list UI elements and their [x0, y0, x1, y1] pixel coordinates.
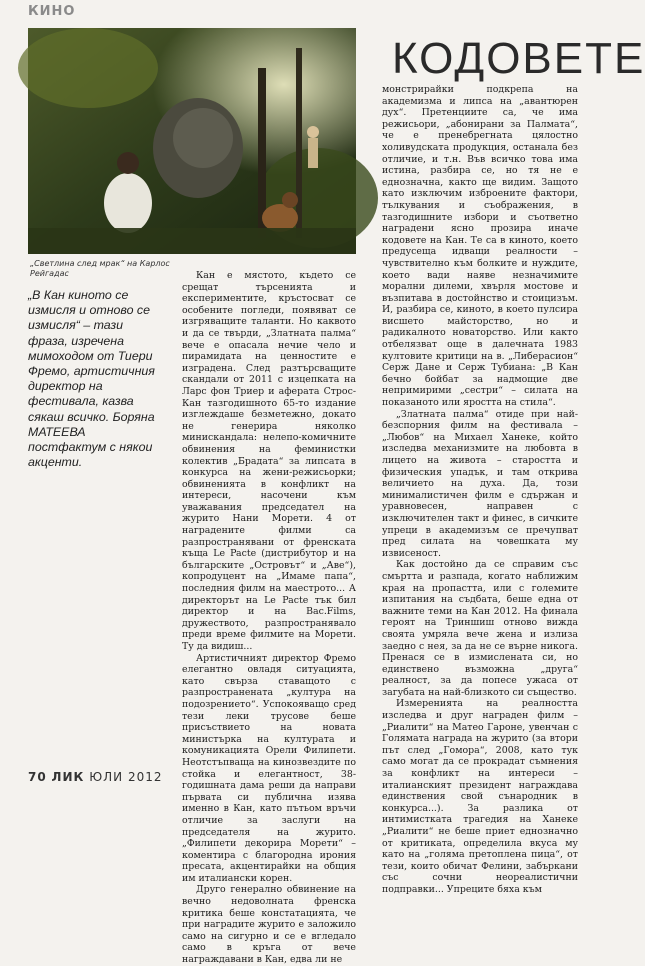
page-number: 70 — [28, 770, 47, 784]
paragraph: Друго генерално обвинение на вечно недоволната френска критика беше констатацията, че при наградите журито е заложило само на сигурно и се е вгледало само в кръга от вече награждавани в Кан, едва ли не — [182, 884, 356, 966]
photo-caption: „Светлина след мрак“ на Карлос Рейгадас — [30, 259, 170, 278]
issue-date: ЮЛИ 2012 — [89, 770, 163, 784]
section-label: КИНО — [28, 4, 76, 19]
body-column-2 — [382, 84, 578, 895]
magazine-name: ЛИК — [51, 770, 85, 784]
forest-scene-image — [28, 28, 356, 254]
paragraph: Артистичният директор Фремо елегантно овладя ситуацията, като свърза ставащото с разпространената „култура на подозрението“. Успокояващо сред тези леки трусове беше присъствието на новата министърка на културата и комуникацията Орели Филипети. Неотстъпваща на кинозвездите по стойка и елегантност, 38-годишната дама реши да направи първата си публична изява именно в Кан, като пътьом връчи отличие за заслуги на председателя на журито. „Филипети декорира Морети“ – коментира с благородна ирония пресата, акцентирайки на общия им италиански корен. — [182, 652, 356, 884]
paragraph: Как достойно да се справим със смъртта и разпада, когато наближим края на пропастта, или с големите изпитания на съдбата, беше една от важните теми на Кан 2012. На финала героят на Триншиш отново вижда своята умряла вече жена и излиза заедно с нея, за да не се върне никога. Пренася се в измислената си, но единствено възможна „друга“ реалност, за да попесе ужаса от загубата на най-близкото си същество. — [382, 559, 578, 698]
paragraph: Кан е мястото, където се срещат търсенията и експериментите, кръстосват се особените погледи, появяват се изгряващите таланти. Но каквото и да се твърди, „Златната палма“ вече е опасала нечие чело и пирамидата на ценностите е изградена. След разтърсващите скандали от 2011 с изцепката на Ларс фон Триер и аферата Строс-Кан тазгодишното 65-то издание изглеждаше безметежно, докато не генерира няколко минискандала: нелепо-комичните обвинения на феминистки колектив „Брадата“ за липсата в конкурса на жени-режисьорки; обвиненията в конфликт на интереси, насочени към уважавания председател на журито Нани Морети. 4 от наградените филми са разпространявани от френската къща Le Pacte (дистрибутор и на българските „Островът“ и „Аве“), копродуцент на „Имаме папа“, последния филм на маестрото... А директорът на Le Pacte тък бил директор и на Bac.Films, дружеството, разпространявало преди време филмите на Морети. Ту да видиш... — [182, 270, 356, 652]
film-still-photo — [28, 28, 356, 254]
article-headline: КОДОВЕТЕ — [392, 34, 645, 83]
paragraph: Измеренията на реалността изследва и друг награден филм – „Риалити“ на Матео Гароне, увенчан с Голямата награда на журито (за втори път след „Гомора“, 2008, като тук само могат да се прокрадат съмнения за конфликт на интереси – италианският президент награждава единствения свой сънародник в конкурса...). За разлика от интимистката трагедия на Ханеке „Риалити“ не беше приет еднозначно от критиката, определила вкуса му като на „голяма претоплена пица“, от тези, които обичат Фелини, забъркани със сочни неореалистични подправки... Упреците бяха към — [382, 698, 578, 895]
page-folio — [28, 770, 163, 784]
body-column-1 — [182, 270, 356, 966]
article-lead: „В Кан киното се измисля и отново се измисля“ – тази фраза, изречена мимоходом от Тиери Фремо, артистичния директор на фестивала, казва сякаш всичко. Боряна МАТЕЕВА постфактум с някои акценти. — [28, 288, 155, 470]
paragraph: „Златната палма“ отиде при най-безспорния филм на фестивала – „Любов“ на Михаел Ханеке, който изследва механизмите на любовта в лицето на живота – старостта и физическия упадък, и там открива величието на духа. Да, този минималистичен филм е сдържан и уравновесен, направен с изключителен такт и финес, в сичките упреци в академизъм се пречупват пред силата на човешката му извисеност. — [382, 408, 578, 559]
paragraph: монстрирайки подкрепа на академизма и липса на „авантюрен дух“. Претенциите са, че има режисьори, „абонирани за Палмата“, че е пренебрегната цялостно холивудската продукция, останала без отличие, и т.н. Във всичко това има истина, разбира се, но тя не е еднозначна, както ще видим. Защото като изключим изброените фактори, тълкувания и съображения, в тазгодишните избори и съответно наградени ясно прозира иначе кодовете на Кан. Те са в киното, което предусеща идващи реалности – чувствително към болките и нуждите, което вади наяве незначимите морални дилеми, хвърля мостове и възпитава в достойнство и стоицизъм. И, разбира се, киното, в което пулсира висшето майсторство, но и радикалното новаторство. Или както отбелязват още в далечната 1983 култовите критици на в. „Либерасион“ Серж Дане и Серж Тубиана: „В Кан бечно бойбат за надмощие две непримирими „сестри“ – силата на показаното или яростта на стила“. — [382, 84, 578, 409]
